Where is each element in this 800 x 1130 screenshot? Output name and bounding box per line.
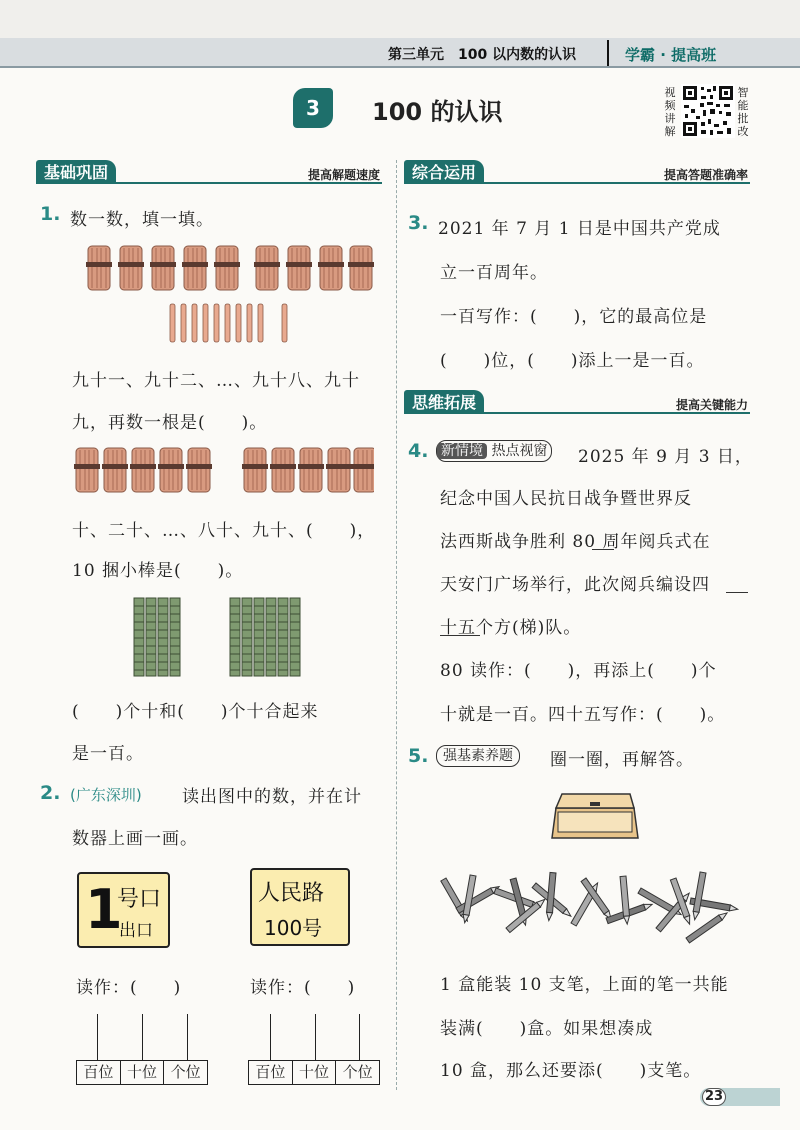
abacus-rod[interactable] (359, 1014, 360, 1060)
street-sign-bottom: 100号 (264, 916, 323, 940)
unit-title: 第三单元 100 以内数的认识 (388, 47, 577, 63)
abacus-rod[interactable] (187, 1014, 188, 1060)
question-number: 5. (408, 745, 429, 767)
place-tens: 十位 (121, 1061, 165, 1084)
section-header-basic (36, 160, 382, 184)
abacus-rod[interactable] (142, 1014, 143, 1060)
question-number: 1. (40, 203, 61, 225)
section-subtitle: 提高答题准确率 (663, 168, 748, 182)
place-ones: 个位 (342, 1063, 373, 1081)
read-as-2: 读作：( ) (250, 978, 356, 998)
q1-line6: 是一百。 (72, 744, 144, 764)
q5-prompt: 圈一圈，再解答。 (550, 750, 694, 770)
read-as-1: 读作：( ) (76, 978, 182, 998)
abacus-place-labels (248, 1060, 380, 1085)
section-subtitle: 提高解题速度 (307, 168, 380, 182)
column-divider (396, 160, 397, 1090)
q3-line3: 一百写作：( )，它的最高位是 (440, 307, 708, 327)
exit-sign (77, 872, 170, 948)
abacus-place-labels (76, 1060, 208, 1085)
question-source: (广东深圳) (70, 786, 142, 804)
section-title: 基础巩固 (36, 160, 116, 184)
street-sign-top: 人民路 (258, 881, 325, 906)
q4-line5: 十五个方(梯)队。 (440, 618, 582, 638)
lesson-number-badge: 3 (293, 88, 333, 128)
page-number: 23 (702, 1088, 726, 1106)
ten-bundles-illustration (74, 446, 374, 496)
underline-80 (592, 549, 614, 550)
q4-line3: 法西斯战争胜利 80 周年阅兵式在 (440, 532, 711, 552)
question-number: 4. (408, 440, 429, 462)
place-ones: 个位 (170, 1063, 201, 1081)
tag-core-literacy: 强基素养题 (436, 745, 520, 767)
q4-tag-group (436, 440, 552, 462)
section-title: 思维拓展 (404, 390, 484, 414)
section-header-applied (404, 160, 750, 184)
qr-left-label: 视频讲解 (664, 86, 676, 138)
q1-line4: 10 捆小棒是( )。 (72, 561, 244, 581)
place-tens: 十位 (293, 1061, 337, 1084)
exit-sign-number: 1 (85, 878, 123, 941)
abacus-rod[interactable] (97, 1014, 98, 1060)
q4-line7: 十就是一百。四十五写作：( )。 (440, 705, 726, 725)
underline-shiwu (440, 635, 480, 636)
q4-line4: 天安门广场举行，此次阅兵编设四 (440, 575, 710, 595)
q2-line2: 数器上画一画。 (72, 829, 198, 849)
section-header-extension (404, 390, 750, 414)
question-number: 2. (40, 782, 61, 804)
abacus-rod[interactable] (270, 1014, 271, 1060)
underline-si (726, 592, 748, 593)
pencil-box-icon (550, 790, 640, 846)
lesson-title: 100 的认识 (372, 98, 503, 126)
tag-hotspot: 热点视窗 (491, 443, 548, 459)
abacus-rod[interactable] (315, 1014, 316, 1060)
exit-sign-bottom: 出口 (119, 921, 153, 941)
section-title: 综合运用 (404, 160, 484, 184)
q4-line6: 80 读作：( )，再添上( )个 (440, 661, 717, 681)
q3-line2: 立一百周年。 (440, 263, 548, 283)
question-number: 3. (408, 212, 429, 234)
q3-line1: 2021 年 7 月 1 日是中国共产党成 (438, 219, 721, 239)
street-sign (250, 868, 350, 946)
header-separator (607, 40, 617, 66)
q1-line3: 十、二十、…、八十、九十、( )， (72, 521, 376, 541)
stick-bundles-illustration (86, 244, 376, 344)
qr-code-icon[interactable] (681, 84, 735, 138)
q3-line4: ( )位，( )添上一是一百。 (440, 351, 705, 371)
place-hundreds: 百位 (77, 1061, 121, 1084)
brand-label: 学霸 · 提高班 (625, 46, 717, 64)
place-hundreds: 百位 (249, 1061, 293, 1084)
qr-right-label: 智能批改 (737, 86, 749, 138)
q5-line3: 10 盒，那么还要添( )支笔。 (440, 1061, 702, 1081)
q1-line2: 九，再数一根是( )。 (72, 413, 268, 433)
section-subtitle: 提高关键能力 (675, 398, 748, 412)
q1-line5: ( )个十和( )个十合起来 (72, 702, 319, 722)
pencils-pile-illustration (436, 868, 746, 954)
q4-line2: 纪念中国人民抗日战争暨世界反 (440, 489, 692, 509)
exit-sign-top: 号口 (117, 887, 162, 912)
q4-tags (436, 440, 552, 462)
q4-line1: 2025 年 9 月 3 日， (578, 447, 753, 467)
q2-line1: 读出图中的数，并在计 (182, 787, 362, 807)
q1-line1: 九十一、九十二、…、九十八、九十 (72, 371, 360, 391)
tag-new-context: 新情境 (437, 443, 487, 459)
q5-line1: 1 盒能装 10 支笔，上面的笔一共能 (440, 975, 729, 995)
cube-rods-illustration (132, 596, 342, 678)
q5-line2: 装满( )盒。如果想凑成 (440, 1019, 654, 1039)
question-prompt: 数一数，填一填。 (70, 210, 214, 230)
